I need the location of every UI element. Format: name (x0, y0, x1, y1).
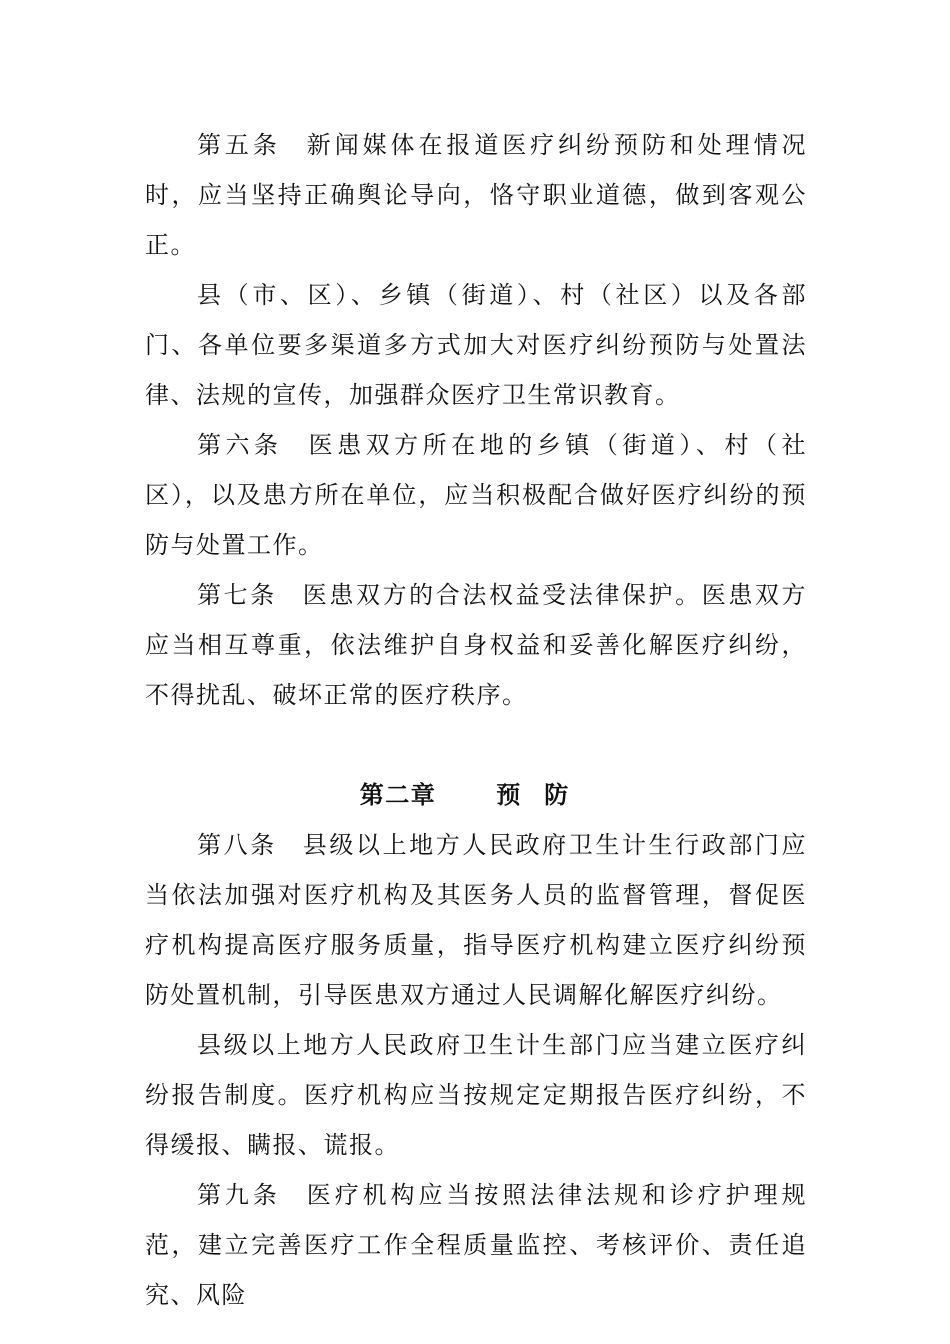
article-text: 新闻媒体在报道医疗纠纷预防和处理情况时，应当坚持正确舆论导向，恪守职业道德，做到客观公正。 (145, 131, 808, 259)
article-text: 医患双方所在地的乡镇（街道）、村（社区），以及患方所在单位，应当积极配合做好医疗纠纷的预防与处置工作。 (145, 431, 808, 559)
article-text: 县（市、区）、乡镇（街道）、村（社区）以及各部门、各单位要多渠道多方式加大对医疗纠纷预防与处置法律、法规的宣传，加强群众医疗卫生常识教育。 (145, 281, 807, 409)
article-paragraph (145, 1020, 807, 1170)
article-paragraph (145, 120, 807, 270)
chapter-title: 预防 (496, 780, 593, 809)
article-paragraph (145, 1170, 807, 1320)
article-paragraph (145, 270, 807, 420)
article-paragraph (145, 420, 807, 570)
chapter-number: 第二章 (359, 780, 437, 809)
article-text: 县级以上地方人民政府卫生计生行政部门应当依法加强对医疗机构及其医务人员的监督管理，督促医疗机构提高医疗服务质量，指导医疗机构建立医疗纠纷预防处置机制，引导医患双方通过人民调解化解医疗纠纷。 (145, 831, 808, 1009)
chapter-heading (145, 770, 807, 820)
article-number: 第七条 (197, 581, 277, 609)
article-paragraph (145, 820, 807, 1020)
article-number: 第九条 (197, 1181, 281, 1209)
article-paragraph (145, 570, 807, 720)
article-number: 第六条 (197, 431, 283, 459)
article-text: 医疗机构应当按照法律法规和诊疗护理规范，建立完善医疗工作全程质量监控、考核评价、责任追究、风险 (145, 1181, 808, 1309)
article-text: 医患双方的合法权益受法律保护。医患双方应当相互尊重，依法维护自身权益和妥善化解医疗纠纷，不得扰乱、破坏正常的医疗秩序。 (145, 581, 808, 709)
article-text: 县级以上地方人民政府卫生计生部门应当建立医疗纠纷报告制度。医疗机构应当按规定定期报告医疗纠纷，不得缓报、瞒报、谎报。 (145, 1031, 807, 1159)
article-number: 第八条 (197, 831, 277, 859)
document-body (145, 120, 807, 1320)
article-number: 第五条 (197, 131, 281, 159)
